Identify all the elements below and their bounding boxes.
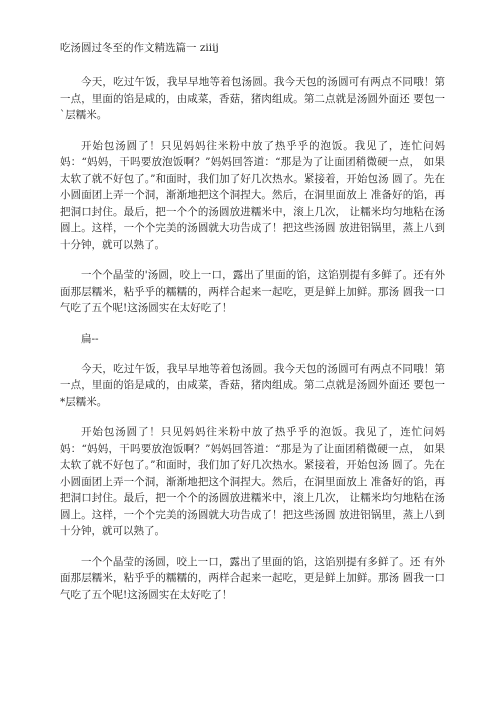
document-title: 吃汤圆过冬至的作文精选篇一 ziiij	[60, 42, 219, 54]
section2-paragraph-1: 今天，吃过午饭，我早早地等着包汤圆。我今天包的汤圆可有两点不同哦！第一点，里面的馅是咸的，由咸菜，香菇，猪肉组成。第二点就是汤圆外面还 要包一*层糯米。	[60, 362, 445, 408]
section1-paragraph-2: 开始包汤圆了！只见妈妈往米粉中放了热乎乎的泡饭。我见了，连忙问妈 妈：“妈妈，干吗要放泡饭啊？”妈妈回答道：“那是为了让面团稍微硬一点， 如果太软了就不好包了。”和面时，我们加了好几次热水。紧接着，开始包汤 圆了。先在小圆面团上弄一个洞，渐渐地把这个洞捏大。然后，在洞里面放上 准备好的馅，再把洞口封住。最后，把一个个的汤圆放进糯米中，滚上几次， 让糯米均匀地粘在汤圆上。这样，一个个完美的汤圆就大功告成了！把这些汤圆 放进铝锅里，蒸上八到十分钟，就可以熟了。	[60, 139, 445, 251]
section1-paragraph-1: 今天，吃过午饭，我早早地等着包汤圆。我今天包的汤圆可有两点不同哦！第一点，里面的馅是咸的，由咸菜，香菇，猪肉组成。第二点就是汤圆外面还 要包一`层糯米。	[60, 76, 445, 121]
section-mark: 扁--	[81, 332, 99, 345]
section1-paragraph-3: 一个个晶莹的'汤圆，咬上一口，露出了里面的馅，这馅别提有多鲜了。还有外面那层糯米，粘乎乎的糯糯的，两样合起来一起吃，更是鲜上加鲜。那汤 圆我一口气吃了五个呢!这汤圆实在太好吃了！	[60, 269, 445, 314]
section2-paragraph-2: 开始包汤圆了！只见妈妈往米粉中放了热乎乎的泡饭。我见了，连忙问妈 妈：“妈妈，干吗要放泡饭啊？”妈妈回答道：“那是为了让面团稍微硬一点， 如果太软了就不好包了。”和面时，我们加了好几次热水。紧接着，开始包汤 圆了。先在小圆面团上弄一个洞，渐渐地把这个洞捏大。然后，在洞里面放上 准备好的馅，再把洞口封住。最后，把一个个的汤圆放进糯米中，滚上几次， 让糯米均匀地粘在汤圆上。这样，一个个完美的汤圆就大功告成了！把这些汤圆 放进铝锅里，蒸上八到十分钟，就可以熟了。	[60, 426, 445, 537]
section2-paragraph-3: 一个个晶莹的汤圆，咬上一口，露出了里面的馅，这馅别提有多鲜了。还 有外面那层糯米，粘乎乎的糯糯的，两样合起来一起吃，更是鲜上加鲜。那汤 圆我一口气吃了五个呢!这汤圆实在太好吃了！	[60, 555, 445, 601]
